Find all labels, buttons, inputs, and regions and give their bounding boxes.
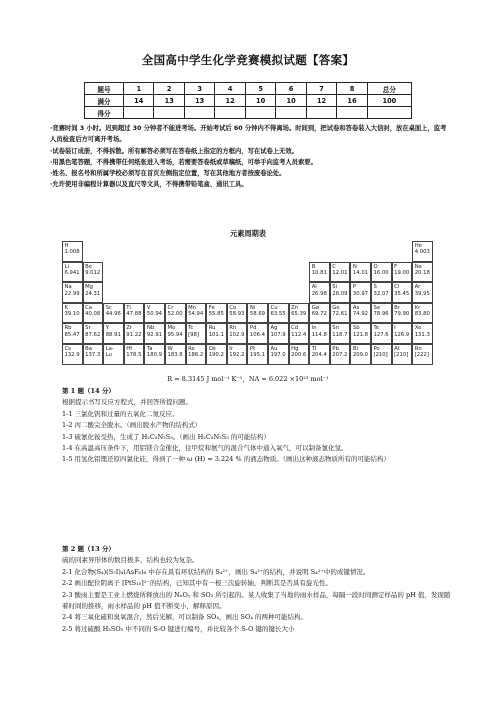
element-mass: 14.01 bbox=[352, 270, 369, 276]
element-mass: 19.00 bbox=[394, 270, 410, 276]
element-symbol: V bbox=[146, 304, 151, 311]
element-symbol: Ne bbox=[414, 263, 422, 270]
element-symbol: B bbox=[311, 263, 316, 270]
element-mass: 87.62 bbox=[85, 331, 101, 338]
element-symbol: Si bbox=[332, 284, 338, 291]
element-mass: 35.45 bbox=[394, 290, 410, 297]
element-mass: 91.22 bbox=[126, 331, 142, 338]
rule-item: ·用黑色笔答题，不得携带任何纸张进入考场，若需要答卷纸或草稿纸，可举手向监考人员索要。 bbox=[50, 158, 317, 166]
element-symbol: In bbox=[311, 325, 317, 332]
element-symbol: Cu bbox=[270, 304, 278, 311]
element-symbol: Po bbox=[373, 346, 380, 352]
element-symbol: S bbox=[373, 284, 377, 291]
element-symbol: Ca bbox=[85, 304, 93, 311]
element-symbol: Sr bbox=[85, 325, 91, 332]
element-symbol: Mo bbox=[167, 325, 176, 332]
element-symbol: H bbox=[64, 243, 69, 249]
element-symbol: Hf bbox=[126, 346, 133, 352]
element-symbol: Au bbox=[270, 346, 278, 352]
element-symbol: Na bbox=[64, 284, 72, 291]
element-mass: 63.55 bbox=[270, 311, 286, 318]
element-cell bbox=[83, 323, 104, 344]
element-cell bbox=[371, 323, 392, 344]
question-text: 2-2 画出配位阴离子 [PtS₁₅]²⁻的结构，已知其中有一根三次旋转轴，判断其是否具有旋光性。 bbox=[62, 579, 332, 588]
element-mass: 9.012 bbox=[85, 270, 101, 276]
element-symbol: Ru bbox=[208, 325, 216, 332]
element-cell bbox=[412, 262, 433, 283]
element-cell bbox=[330, 344, 351, 365]
element-symbol: C bbox=[332, 263, 336, 270]
element-mass: [210] bbox=[394, 352, 409, 359]
table-cell: 3 bbox=[184, 83, 214, 95]
table-cell: 6 bbox=[276, 83, 306, 95]
element-mass: 192.2 bbox=[229, 352, 245, 359]
table-cell: 得分 bbox=[85, 107, 124, 119]
element-mass: 186.2 bbox=[188, 352, 204, 359]
element-mass: 83.80 bbox=[414, 311, 430, 318]
periodic-table bbox=[62, 241, 442, 371]
element-symbol: Ge bbox=[332, 304, 340, 311]
element-cell bbox=[350, 282, 371, 303]
table-cell: 2 bbox=[154, 83, 184, 95]
table-cell: 1 bbox=[124, 83, 154, 95]
element-mass: 22.99 bbox=[64, 290, 80, 297]
element-cell bbox=[330, 262, 351, 283]
element-cell bbox=[83, 344, 104, 365]
element-mass: 200.6 bbox=[291, 352, 307, 359]
element-cell bbox=[392, 344, 413, 365]
element-cell bbox=[227, 323, 248, 344]
question-text: 1-3 硫氰化铵受热，生成了 H₂C₂N₂S₃。（画出 H₂C₂N₂S₃ 的可能结构） bbox=[62, 432, 270, 441]
element-symbol: Ti bbox=[126, 304, 131, 311]
element-cell bbox=[392, 262, 413, 283]
element-mass: 58.69 bbox=[249, 311, 266, 318]
element-symbol: Rb bbox=[64, 325, 72, 332]
element-mass: 126.9 bbox=[394, 331, 410, 338]
question-text: 2-5 将过硫酸 H₂SO₅ 中不同的 S-O 键进行编号，并比较各个 S-O 键的键长大小 bbox=[62, 624, 295, 633]
element-symbol: Tl bbox=[311, 346, 317, 352]
element-symbol: Sb bbox=[352, 325, 360, 332]
element-cell bbox=[186, 323, 207, 344]
element-mass: 40.08 bbox=[85, 311, 101, 318]
score-entry-cell bbox=[184, 107, 214, 119]
element-mass: 204.4 bbox=[311, 352, 327, 359]
exam-rules bbox=[50, 123, 450, 191]
element-cell bbox=[350, 303, 371, 324]
element-cell bbox=[144, 303, 165, 324]
element-mass: 106.4 bbox=[249, 331, 266, 338]
element-symbol: I bbox=[394, 325, 396, 332]
element-cell bbox=[289, 303, 310, 324]
element-symbol: Li bbox=[64, 263, 69, 270]
element-cell bbox=[330, 282, 351, 303]
element-mass: 207.2 bbox=[332, 352, 348, 359]
question-1 bbox=[62, 386, 454, 466]
score-table bbox=[84, 82, 412, 119]
element-mass: 30.97 bbox=[352, 290, 369, 297]
element-mass: [210] bbox=[373, 352, 388, 359]
element-mass: 26.98 bbox=[311, 290, 327, 297]
element-mass: 183.8 bbox=[167, 352, 183, 359]
element-symbol: Be bbox=[85, 263, 92, 270]
element-cell bbox=[62, 323, 83, 344]
element-symbol: Ag bbox=[270, 325, 278, 332]
element-symbol: P bbox=[352, 284, 357, 291]
element-mass: 102.9 bbox=[229, 331, 245, 338]
element-cell bbox=[165, 344, 186, 365]
element-symbol: Rh bbox=[229, 325, 237, 332]
element-symbol: Pt bbox=[249, 346, 256, 352]
element-mass: 72.61 bbox=[332, 311, 348, 318]
element-mass: 65.39 bbox=[291, 311, 307, 318]
table-cell: 13 bbox=[184, 95, 214, 107]
element-cell bbox=[103, 344, 124, 365]
element-mass: 50.94 bbox=[146, 311, 163, 318]
element-symbol: At bbox=[394, 346, 400, 352]
periodic-table-title: 元素周期表 bbox=[230, 229, 266, 238]
element-mass: 79.90 bbox=[394, 311, 410, 318]
element-mass: 78.96 bbox=[373, 311, 389, 318]
element-cell bbox=[392, 323, 413, 344]
element-mass: 20.18 bbox=[414, 270, 430, 276]
element-cell bbox=[392, 282, 413, 303]
element-symbol: Sn bbox=[332, 325, 340, 332]
element-mass: 178.5 bbox=[126, 352, 142, 359]
element-symbol: Zn bbox=[291, 304, 299, 311]
score-entry-cell bbox=[245, 107, 275, 119]
element-cell bbox=[371, 344, 392, 365]
question-2 bbox=[62, 544, 454, 635]
element-cell bbox=[62, 303, 83, 324]
element-mass: [98] bbox=[188, 331, 199, 338]
element-cell bbox=[309, 323, 330, 344]
element-symbol: As bbox=[352, 304, 360, 311]
element-symbol: Zr bbox=[126, 325, 133, 332]
element-symbol: Mn bbox=[188, 304, 197, 311]
question-text: 2-3 酸雨主要是工业上燃烧所释放出的 NₓOᵧ 和 SO₂ 所引起的。某人收集了当地的雨水样品，每隔一段时间测定样品的 pH 值，发现随着时间的推移，雨水样品的 pH 值不断变小，解释原因。 bbox=[62, 590, 451, 611]
element-cell bbox=[227, 344, 248, 365]
element-mass: 88.91 bbox=[105, 331, 121, 338]
element-mass: 39.95 bbox=[414, 290, 430, 297]
question-title: 第 2 题（13 分） bbox=[62, 545, 115, 553]
score-entry-cell bbox=[367, 107, 411, 119]
element-symbol: Tc bbox=[188, 325, 194, 332]
element-symbol: Ba bbox=[85, 346, 92, 352]
element-cell bbox=[268, 344, 289, 365]
element-symbol: Os bbox=[208, 346, 216, 352]
element-cell bbox=[392, 303, 413, 324]
element-symbol: Ir bbox=[229, 346, 234, 352]
element-symbol: Ga bbox=[311, 304, 320, 311]
table-cell: 14 bbox=[124, 95, 154, 107]
element-mass: Lu bbox=[105, 352, 112, 359]
element-cell bbox=[103, 303, 124, 324]
element-mass: 127.6 bbox=[373, 331, 389, 338]
table-cell: 16 bbox=[337, 95, 367, 107]
table-cell: 5 bbox=[245, 83, 275, 95]
element-cell bbox=[412, 303, 433, 324]
element-mass: 16.00 bbox=[373, 270, 389, 276]
element-mass: 190.2 bbox=[208, 352, 224, 359]
question-text: 硫的同素异形体的数目极多，结构也较为复杂。 bbox=[62, 556, 199, 565]
element-mass: 197.0 bbox=[270, 352, 286, 359]
element-cell bbox=[62, 344, 83, 365]
element-cell bbox=[350, 323, 371, 344]
element-mass: 10.81 bbox=[311, 270, 327, 276]
question-text: 1-2 丙二酸完全脱水。（画出脱水产物的结构式） bbox=[62, 421, 202, 430]
element-symbol: Pb bbox=[332, 346, 339, 352]
element-symbol: He bbox=[414, 243, 422, 249]
element-cell bbox=[83, 303, 104, 324]
question-text: 根据提示书写反应方程式，并回答所提问题。 bbox=[62, 398, 192, 407]
element-mass: [222] bbox=[414, 352, 429, 359]
element-symbol: La- bbox=[105, 346, 114, 352]
score-entry-cell bbox=[154, 107, 184, 119]
table-cell: 8 bbox=[337, 83, 367, 95]
table-cell: 4 bbox=[215, 83, 245, 95]
element-mass: 44.96 bbox=[105, 311, 121, 318]
element-cell bbox=[165, 303, 186, 324]
score-table-full-marks-row bbox=[85, 95, 412, 107]
element-cell bbox=[330, 323, 351, 344]
element-cell bbox=[412, 241, 433, 262]
element-symbol: Cs bbox=[64, 346, 71, 352]
element-cell bbox=[62, 262, 83, 283]
element-symbol: Te bbox=[373, 325, 380, 332]
element-mass: 85.47 bbox=[64, 331, 80, 338]
element-cell bbox=[371, 303, 392, 324]
element-mass: 114.8 bbox=[311, 331, 327, 338]
element-cell bbox=[268, 323, 289, 344]
score-entry-cell bbox=[215, 107, 245, 119]
table-cell: 12 bbox=[306, 95, 336, 107]
element-cell bbox=[124, 303, 145, 324]
element-symbol: Pd bbox=[249, 325, 257, 332]
element-cell bbox=[103, 323, 124, 344]
element-cell bbox=[186, 344, 207, 365]
element-mass: 47.88 bbox=[126, 311, 142, 318]
element-mass: 28.09 bbox=[332, 290, 348, 297]
element-symbol: Ta bbox=[146, 346, 153, 352]
question-text: 1-1 三氯化钒和过量的五氧化二氮反应。 bbox=[62, 409, 179, 418]
element-symbol: K bbox=[64, 304, 68, 311]
element-cell bbox=[350, 344, 371, 365]
score-entry-cell bbox=[337, 107, 367, 119]
element-symbol: Cl bbox=[394, 284, 400, 291]
element-cell bbox=[83, 282, 104, 303]
element-cell bbox=[412, 323, 433, 344]
element-symbol: Sc bbox=[105, 304, 112, 311]
element-symbol: Rn bbox=[414, 346, 422, 352]
element-mass: 12.01 bbox=[332, 270, 348, 276]
element-cell bbox=[330, 303, 351, 324]
element-mass: 4.003 bbox=[414, 249, 430, 256]
element-cell bbox=[186, 303, 207, 324]
table-cell: 13 bbox=[154, 95, 184, 107]
element-symbol: Nb bbox=[146, 325, 155, 332]
element-cell bbox=[206, 323, 227, 344]
element-symbol: O bbox=[373, 263, 378, 270]
score-entry-cell bbox=[306, 107, 336, 119]
element-mass: 1.008 bbox=[64, 249, 80, 256]
element-symbol: Mg bbox=[85, 284, 94, 291]
table-cell: 10 bbox=[245, 95, 275, 107]
element-symbol: Fe bbox=[208, 304, 215, 311]
rule-item: ·允许使用非编程计算器以及直尺等文具，不得携带铅笔盒、通讯工具。 bbox=[50, 181, 248, 189]
element-cell bbox=[144, 323, 165, 344]
constants-line: R = 8.3145 J mol⁻¹ K⁻¹，NA = 6.022 ×10²³ mol⁻¹ bbox=[167, 375, 329, 383]
element-mass: 131.3 bbox=[414, 331, 430, 338]
element-cell bbox=[412, 282, 433, 303]
element-mass: 55.85 bbox=[208, 311, 224, 318]
element-mass: 69.72 bbox=[311, 311, 327, 318]
element-mass: 107.9 bbox=[270, 331, 286, 338]
element-mass: 121.8 bbox=[352, 331, 369, 338]
element-mass: 52.00 bbox=[167, 311, 183, 318]
element-symbol: Cd bbox=[291, 325, 299, 332]
element-cell bbox=[144, 344, 165, 365]
element-mass: 209.0 bbox=[352, 352, 369, 359]
element-cell bbox=[412, 344, 433, 365]
element-mass: 58.93 bbox=[229, 311, 245, 318]
element-mass: 6.941 bbox=[64, 270, 80, 276]
element-mass: 195.1 bbox=[249, 352, 266, 359]
element-symbol: N bbox=[352, 263, 357, 270]
element-cell bbox=[309, 282, 330, 303]
element-cell bbox=[289, 323, 310, 344]
table-cell: 100 bbox=[367, 95, 411, 107]
element-cell bbox=[268, 303, 289, 324]
element-mass: 32.07 bbox=[373, 290, 389, 297]
rule-item: ·姓名、报名号和所属学校必须写在首页左侧指定位置，写在其他地方者按废卷论处。 bbox=[50, 170, 286, 178]
element-symbol: Y bbox=[105, 325, 109, 332]
element-cell bbox=[247, 303, 268, 324]
score-table-score-row bbox=[85, 107, 412, 119]
element-symbol: W bbox=[167, 346, 173, 352]
element-cell bbox=[289, 344, 310, 365]
element-mass: 101.1 bbox=[208, 331, 224, 338]
element-mass: 112.4 bbox=[291, 331, 307, 338]
element-cell bbox=[309, 262, 330, 283]
element-symbol: Re bbox=[188, 346, 195, 352]
element-cell bbox=[371, 282, 392, 303]
element-cell bbox=[124, 344, 145, 365]
element-mass: 118.7 bbox=[332, 331, 348, 338]
element-mass: 74.92 bbox=[352, 311, 369, 318]
table-cell: 满分 bbox=[85, 95, 124, 107]
element-cell bbox=[206, 303, 227, 324]
element-symbol: Ni bbox=[249, 304, 256, 311]
element-mass: 95.94 bbox=[167, 331, 183, 338]
element-cell bbox=[309, 303, 330, 324]
element-mass: 39.10 bbox=[64, 311, 80, 318]
question-title: 第 1 题（14 分） bbox=[62, 387, 115, 395]
score-entry-cell bbox=[124, 107, 154, 119]
element-cell bbox=[124, 323, 145, 344]
element-cell bbox=[350, 262, 371, 283]
element-symbol: Xe bbox=[414, 325, 422, 332]
element-symbol: Cr bbox=[167, 304, 174, 311]
table-cell: 10 bbox=[276, 95, 306, 107]
element-symbol: Al bbox=[311, 284, 317, 291]
element-mass: 132.9 bbox=[64, 352, 80, 359]
element-symbol: Kr bbox=[414, 304, 421, 311]
element-cell bbox=[247, 344, 268, 365]
element-symbol: Bi bbox=[352, 346, 358, 352]
element-mass: 137.3 bbox=[85, 352, 101, 359]
rule-item: ·试卷装订成册，不得拆散。所有解答必须写在答卷纸上指定的方框内，写在试卷上无效。 bbox=[50, 147, 298, 155]
element-cell bbox=[227, 303, 248, 324]
question-text: 1-5 用氢化铝锂还原四氯化硅，得到了一种 ω (H) = 3.224 % 的液态物质。（画出这种液态物质所有的可能结构） bbox=[62, 455, 390, 464]
element-mass: 92.91 bbox=[146, 331, 163, 338]
table-cell: 7 bbox=[306, 83, 336, 95]
element-symbol: F bbox=[394, 263, 398, 270]
element-symbol: Ar bbox=[414, 284, 421, 291]
element-mass: 54.94 bbox=[188, 311, 204, 318]
score-table-header-row bbox=[85, 83, 412, 95]
element-cell bbox=[83, 262, 104, 283]
question-text: 2-1 化合物(S₄)(S₇I)₄(AsF₆)₆ 中存在具有环状结构的 S₄²⁺，画出 S₄²⁺的结构，并说明 S₄²⁺中的成键情况。 bbox=[62, 567, 370, 576]
question-text: 2-4 将三氧化硫和臭氧混合，然后光解，可以制备 SO₄，画出 SO₄ 的两种可能结构。 bbox=[62, 613, 308, 622]
element-cell bbox=[371, 262, 392, 283]
element-cell bbox=[247, 323, 268, 344]
element-mass: 180.9 bbox=[146, 352, 163, 359]
element-symbol: Br bbox=[394, 304, 400, 311]
element-symbol: Hg bbox=[291, 346, 299, 352]
element-mass: 24.31 bbox=[85, 290, 101, 297]
element-cell bbox=[309, 344, 330, 365]
rule-item: ·竞赛时间 3 小时。迟到超过 30 分钟者不能进考场。开始考试后 60 分钟内不得离场。时间到，把试卷和答卷装入大信封，放在桌面上，监考人员检查后方可离开考场。 bbox=[50, 125, 447, 144]
score-entry-cell bbox=[276, 107, 306, 119]
table-cell: 总分 bbox=[367, 83, 411, 95]
question-text: 1-4 在高温高压条件下，用铝镁合金催化，往甲烷和氨气的混合气体中通入氧气，可以制备氰化氢。 bbox=[62, 444, 348, 453]
table-cell: 12 bbox=[215, 95, 245, 107]
element-cell bbox=[206, 344, 227, 365]
element-cell bbox=[62, 282, 83, 303]
element-cell bbox=[62, 241, 83, 262]
element-symbol: Se bbox=[373, 304, 381, 311]
element-cell bbox=[165, 323, 186, 344]
page-title: 全国高中学生化学竞赛模拟试题【答案】 bbox=[141, 53, 355, 67]
table-cell: 题号 bbox=[85, 83, 124, 95]
element-symbol: Co bbox=[229, 304, 237, 311]
